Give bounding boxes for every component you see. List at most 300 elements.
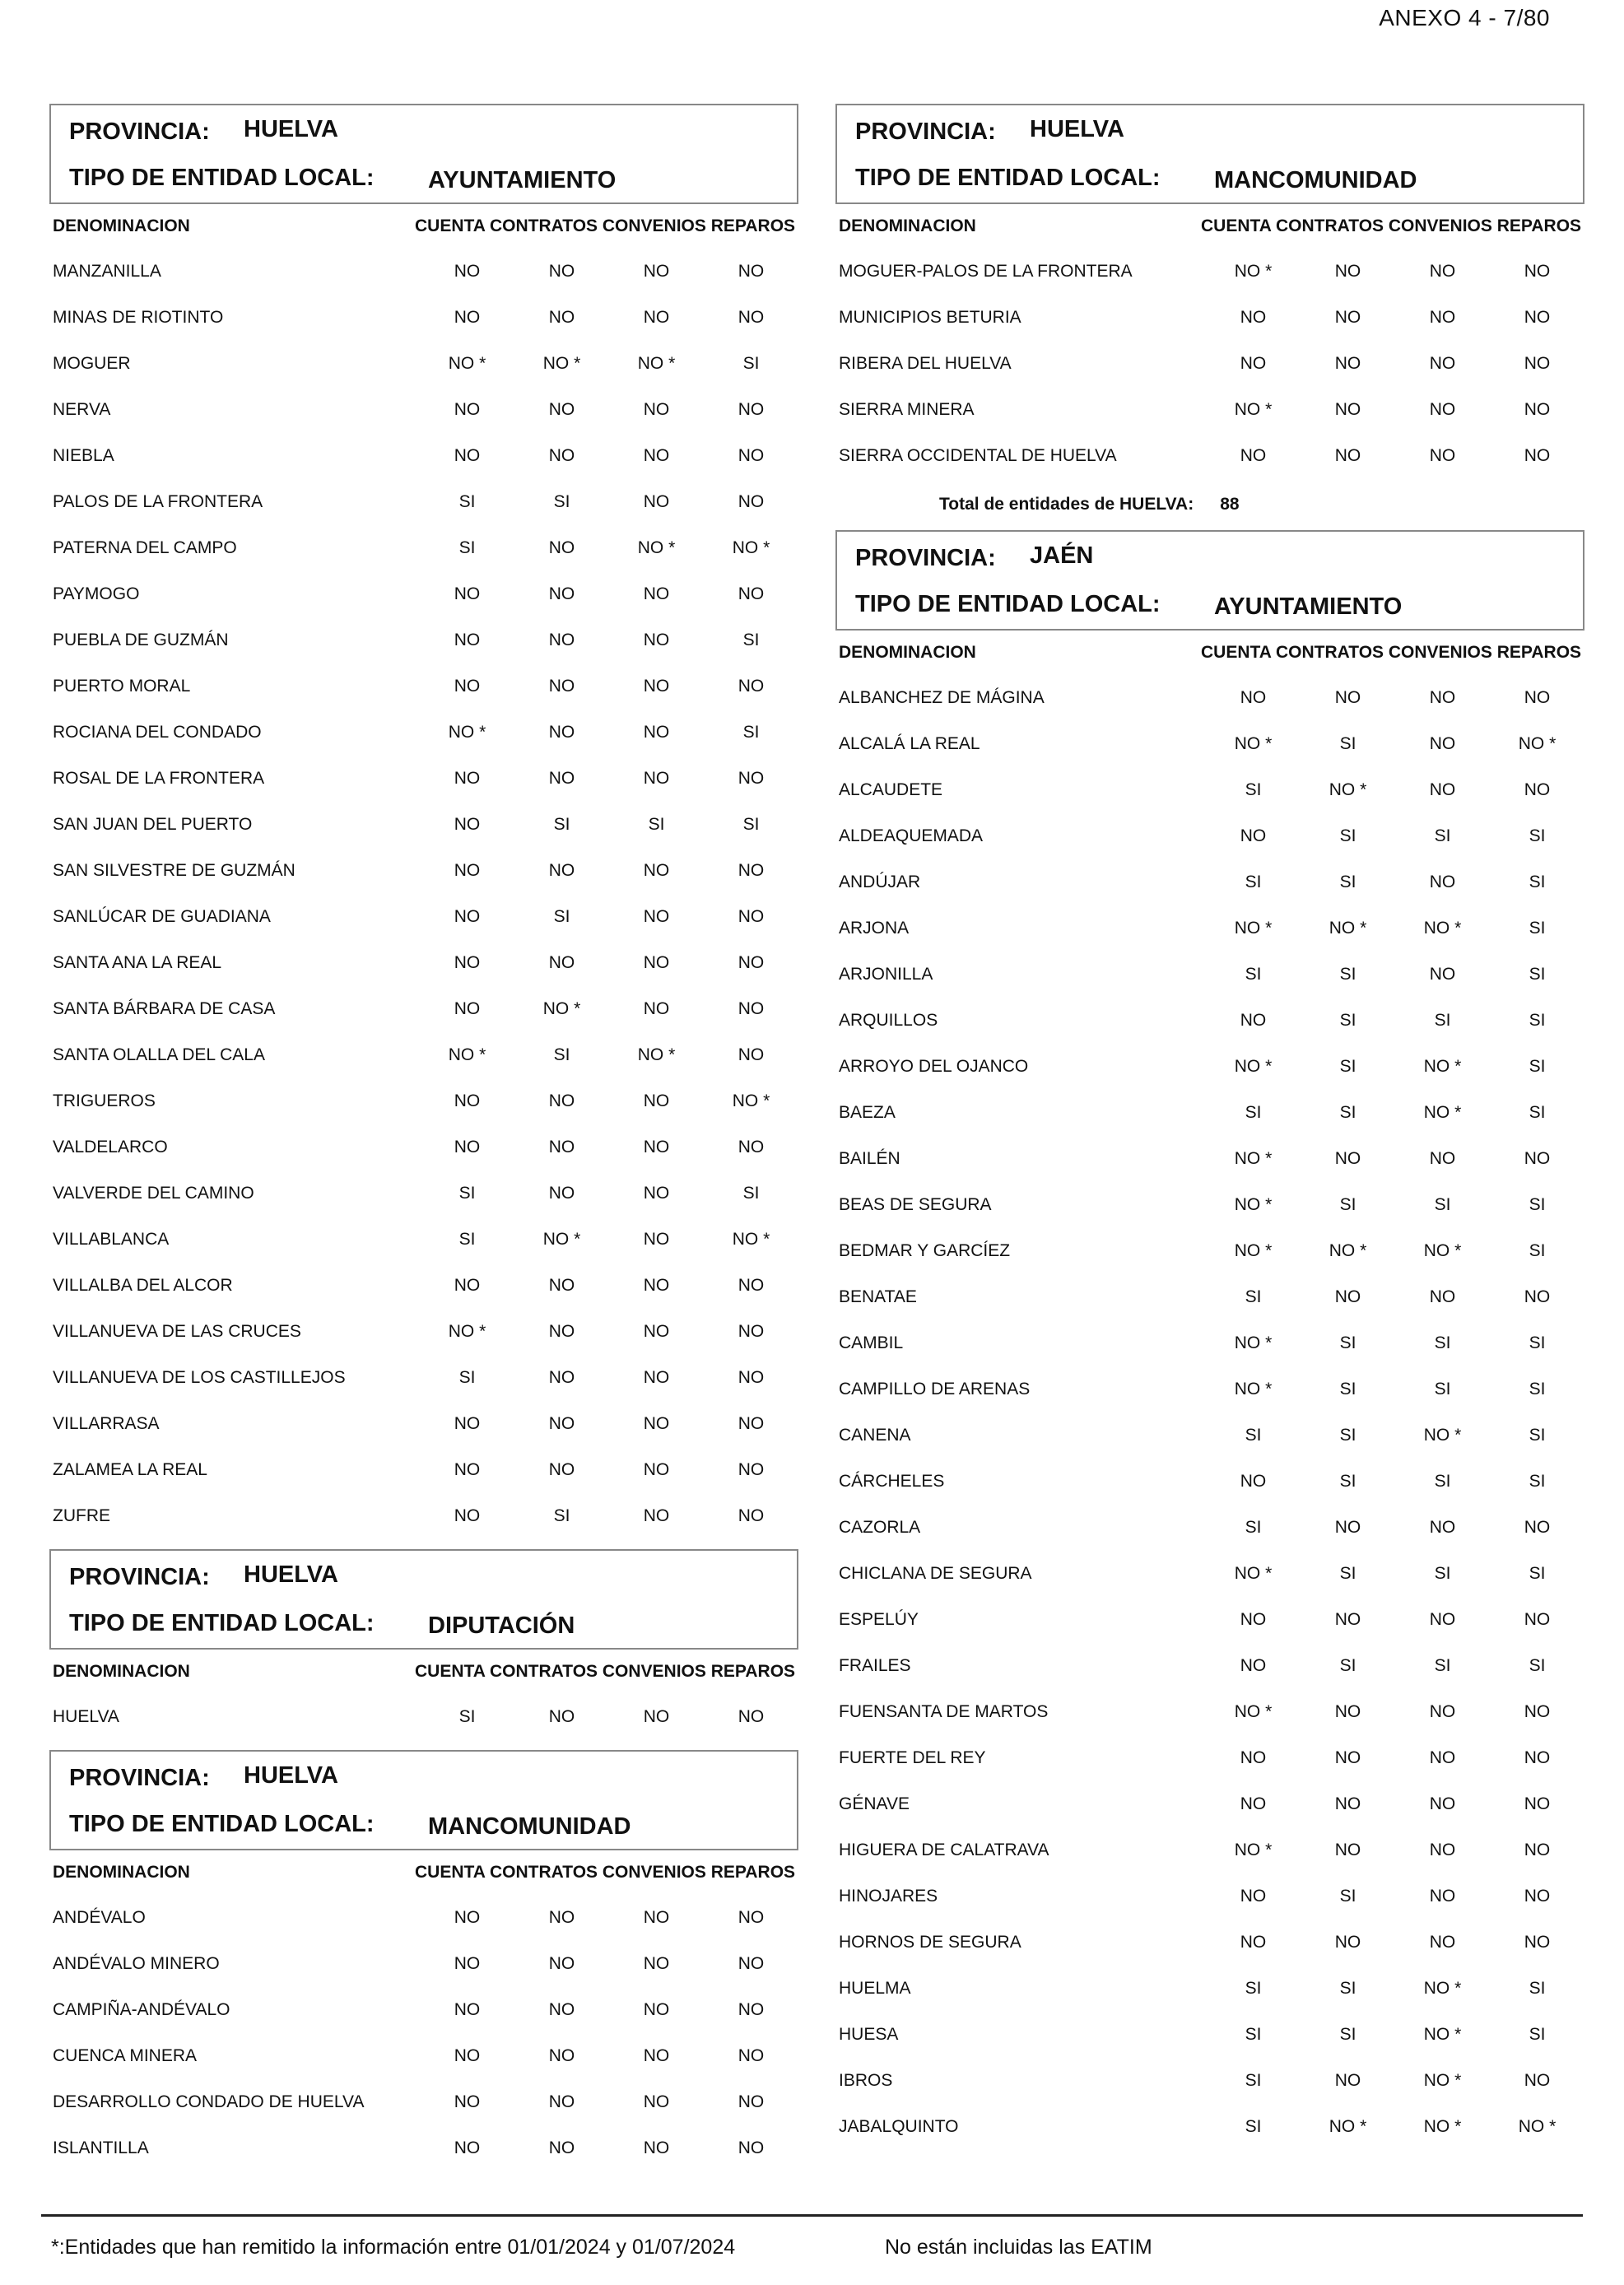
convenios-value: SI	[1434, 826, 1451, 845]
reparos-value: NO	[1524, 1149, 1551, 1168]
cuenta-value: NO *	[1234, 1057, 1273, 1076]
convenios-value: SI	[1434, 1333, 1451, 1352]
table-row	[835, 952, 1584, 998]
tipo-label: TIPO DE ENTIDAD LOCAL:	[855, 165, 1161, 191]
reparos-value: NO	[738, 308, 765, 327]
tipo-label: TIPO DE ENTIDAD LOCAL:	[69, 1610, 375, 1636]
entity-name: PATERNA DEL CAMPO	[53, 538, 237, 557]
entity-name: ALDEAQUEMADA	[839, 826, 984, 845]
reparos-value: SI	[1529, 1057, 1546, 1076]
convenios-value: NO	[643, 1322, 670, 1341]
entity-name: RIBERA DEL HUELVA	[839, 354, 1012, 373]
cuenta-value: NO	[454, 953, 481, 972]
provincia-value: HUELVA	[1030, 116, 1124, 142]
convenios-value: NO *	[1423, 919, 1462, 938]
entity-name: ROCIANA DEL CONDADO	[53, 723, 262, 742]
cuenta-value: NO	[1240, 1887, 1267, 1906]
reparos-value: NO	[1524, 2071, 1551, 2090]
entity-name: SANTA BÁRBARA DE CASA	[53, 999, 276, 1018]
contratos-value: SI	[553, 907, 570, 926]
contratos-value: SI	[1339, 1103, 1356, 1122]
tipo-line	[69, 165, 617, 193]
reparos-value: SI	[1529, 1426, 1546, 1445]
cuenta-value: SI	[1245, 1979, 1262, 1998]
cuenta-value: NO *	[1234, 1149, 1273, 1168]
provincia-line	[855, 116, 1124, 146]
entity-name: SANTA OLALLA DEL CALA	[53, 1045, 265, 1064]
convenios-value: NO	[1429, 1518, 1456, 1537]
table-row	[49, 2079, 798, 2125]
status-columns-header: CUENTA CONTRATOS CONVENIOS REPAROS	[1201, 643, 1582, 662]
entity-name: NIEBLA	[53, 446, 114, 465]
entity-name: HIGUERA DE CALATRAVA	[839, 1841, 1049, 1859]
convenios-value: NO	[643, 631, 670, 649]
total-value: 88	[1220, 495, 1240, 514]
reparos-value: NO	[1524, 308, 1551, 327]
reparos-value: NO	[738, 492, 765, 511]
table-row	[835, 1597, 1584, 1643]
cuenta-value: SI	[1245, 780, 1262, 799]
tipo-line	[855, 165, 1417, 193]
convenios-value: NO	[1429, 965, 1456, 984]
entity-header-box	[835, 530, 1584, 631]
reparos-value: SI	[1529, 1380, 1546, 1398]
section-huelva-diputacion	[49, 1549, 798, 1750]
table-row	[835, 249, 1584, 295]
entity-name: BENATAE	[839, 1287, 917, 1306]
convenios-value: NO	[643, 1707, 670, 1726]
contratos-value: NO	[1334, 2071, 1361, 2090]
denominacion-header: DENOMINACION	[53, 1863, 190, 1882]
table-row	[835, 675, 1584, 721]
cuenta-value: NO	[454, 400, 481, 419]
cuenta-value: NO	[454, 2138, 481, 2157]
cuenta-value: NO	[1240, 826, 1267, 845]
entity-name: TRIGUEROS	[53, 1091, 156, 1110]
cuenta-value: NO	[454, 1414, 481, 1433]
convenios-value: NO	[643, 2138, 670, 2157]
convenios-value: SI	[1434, 1564, 1451, 1583]
table-row	[49, 1309, 798, 1355]
cuenta-value: NO	[454, 584, 481, 603]
entity-name: VILLARRASA	[53, 1414, 160, 1433]
convenios-value: NO	[1429, 1887, 1456, 1906]
contratos-value: NO	[548, 1368, 575, 1387]
contratos-value: SI	[553, 492, 570, 511]
cuenta-value: SI	[1245, 1518, 1262, 1537]
entity-name: HUESA	[839, 2025, 899, 2044]
reparos-value: NO	[738, 584, 765, 603]
reparos-value: NO	[738, 677, 765, 696]
table-row	[835, 1689, 1584, 1735]
entity-name: MUNICIPIOS BETURIA	[839, 308, 1021, 327]
column-header-row	[49, 1650, 798, 1694]
contratos-value: NO	[548, 861, 575, 880]
convenios-value: NO	[643, 400, 670, 419]
cuenta-value: SI	[1245, 2117, 1262, 2136]
footer-note-eatim: No están incluidas las EATIM	[885, 2236, 1152, 2259]
contratos-value: NO	[548, 1276, 575, 1295]
reparos-value: NO	[1524, 1841, 1551, 1859]
entity-name: ZUFRE	[53, 1506, 110, 1525]
reparos-value: NO *	[1518, 2117, 1557, 2136]
reparos-value: SI	[1529, 1656, 1546, 1675]
cuenta-value: NO	[1240, 1472, 1267, 1491]
entity-name: HORNOS DE SEGURA	[839, 1933, 1021, 1952]
provincia-label: PROVINCIA:	[855, 119, 996, 145]
entity-name: MINAS DE RIOTINTO	[53, 308, 224, 327]
table-row	[49, 1124, 798, 1170]
entity-name: ANDÚJAR	[839, 873, 921, 891]
convenios-value: NO	[643, 907, 670, 926]
contratos-value: NO	[548, 538, 575, 557]
entity-name: NERVA	[53, 400, 111, 419]
convenios-value: NO *	[1423, 2071, 1462, 2090]
convenios-value: NO	[1429, 1748, 1456, 1767]
column-header-row	[835, 631, 1584, 675]
contratos-value: NO	[548, 1322, 575, 1341]
table-row	[49, 1447, 798, 1493]
convenios-value: NO *	[1423, 1241, 1462, 1260]
contratos-value: NO	[1334, 1518, 1361, 1537]
cuenta-value: SI	[458, 1184, 476, 1203]
contratos-value: SI	[1339, 1472, 1356, 1491]
entity-name: GÉNAVE	[839, 1794, 910, 1813]
cuenta-value: NO *	[448, 354, 486, 373]
cuenta-value: NO	[1240, 1656, 1267, 1675]
cuenta-value: NO	[1240, 446, 1267, 465]
denominacion-header: DENOMINACION	[53, 1662, 190, 1681]
cuenta-value: NO	[454, 1954, 481, 1973]
reparos-value: SI	[1529, 1472, 1546, 1491]
cuenta-value: SI	[1245, 965, 1262, 984]
contratos-value: SI	[553, 1506, 570, 1525]
table-row	[49, 1493, 798, 1539]
entity-header-box	[835, 104, 1584, 204]
reparos-value: NO	[738, 1368, 765, 1387]
table-row	[49, 1217, 798, 1263]
left-column	[49, 104, 798, 2181]
entity-name: DESARROLLO CONDADO DE HUELVA	[53, 2092, 365, 2111]
entity-name: SANTA ANA LA REAL	[53, 953, 222, 972]
status-columns-header: CUENTA CONTRATOS CONVENIOS REPAROS	[415, 216, 796, 235]
table-row	[835, 813, 1584, 859]
table-row	[835, 295, 1584, 341]
convenios-value: NO	[1429, 308, 1456, 327]
convenios-value: NO	[1429, 1933, 1456, 1952]
contratos-value: NO	[1334, 1933, 1361, 1952]
section-huelva-mancomunidad	[49, 1750, 798, 2181]
convenios-value: NO	[643, 492, 670, 511]
convenios-value: NO	[643, 1091, 670, 1110]
entity-name: HUELVA	[53, 1707, 119, 1726]
reparos-value: NO	[738, 1954, 765, 1973]
cuenta-value: NO *	[1234, 262, 1273, 281]
status-columns-header: CUENTA CONTRATOS CONVENIOS REPAROS	[1201, 216, 1582, 235]
table-row	[835, 1090, 1584, 1136]
table-row	[49, 756, 798, 802]
reparos-value: SI	[1529, 1195, 1546, 1214]
entity-name: ZALAMEA LA REAL	[53, 1460, 207, 1479]
cuenta-value: NO	[454, 769, 481, 788]
entity-name: ARROYO DEL OJANCO	[839, 1057, 1029, 1076]
table-row	[49, 525, 798, 571]
entity-name: ARJONILLA	[839, 965, 933, 984]
footer-divider	[41, 2214, 1583, 2217]
tipo-value: AYUNTAMIENTO	[1214, 593, 1403, 620]
table-row	[49, 663, 798, 710]
contratos-value: NO	[1334, 1702, 1361, 1721]
convenios-value: NO	[1429, 1610, 1456, 1629]
entity-name: ALCAUDETE	[839, 780, 943, 799]
cuenta-value: NO *	[1234, 400, 1273, 419]
convenios-value: NO	[643, 861, 670, 880]
convenios-value: NO	[1429, 354, 1456, 373]
table-row	[49, 802, 798, 848]
table-row	[835, 1505, 1584, 1551]
convenios-value: NO	[643, 1230, 670, 1249]
contratos-value: NO *	[1329, 919, 1367, 938]
contratos-value: NO	[1334, 688, 1361, 707]
status-columns-header: CUENTA CONTRATOS CONVENIOS REPAROS	[415, 1662, 796, 1681]
reparos-value: SI	[1529, 2025, 1546, 2044]
reparos-value: NO	[738, 446, 765, 465]
reparos-value: NO *	[732, 1091, 770, 1110]
cuenta-value: NO	[454, 815, 481, 834]
reparos-value: NO	[1524, 780, 1551, 799]
table-row	[49, 1987, 798, 2033]
cuenta-value: NO	[454, 1506, 481, 1525]
contratos-value: NO	[1334, 1149, 1361, 1168]
entity-name: SIERRA MINERA	[839, 400, 975, 419]
cuenta-value: NO	[1240, 1794, 1267, 1813]
reparos-value: NO *	[732, 538, 770, 557]
contratos-value: NO	[548, 2138, 575, 2157]
convenios-value: NO *	[1423, 1426, 1462, 1445]
entity-name: VILLALBA DEL ALCOR	[53, 1276, 233, 1295]
provincia-value: HUELVA	[244, 1762, 338, 1789]
reparos-value: NO	[738, 400, 765, 419]
convenios-value: NO	[643, 1184, 670, 1203]
reparos-value: NO	[738, 1908, 765, 1927]
cuenta-value: SI	[458, 1230, 476, 1249]
contratos-value: SI	[553, 1045, 570, 1064]
cuenta-value: SI	[1245, 1287, 1262, 1306]
entity-name: MOGUER-PALOS DE LA FRONTERA	[839, 262, 1133, 281]
contratos-value: NO	[1334, 446, 1361, 465]
entity-name: ANDÉVALO	[53, 1908, 146, 1927]
convenios-value: NO	[643, 2046, 670, 2065]
cuenta-value: NO *	[1234, 1333, 1273, 1352]
cuenta-value: NO	[1240, 688, 1267, 707]
reparos-value: NO	[1524, 262, 1551, 281]
contratos-value: SI	[1339, 965, 1356, 984]
section-gap	[49, 1740, 798, 1750]
cuenta-value: NO	[1240, 354, 1267, 373]
contratos-value: SI	[1339, 734, 1356, 753]
convenios-value: SI	[1434, 1380, 1451, 1398]
entity-name: VALVERDE DEL CAMINO	[53, 1184, 254, 1203]
contratos-value: SI	[1339, 1333, 1356, 1352]
cuenta-value: SI	[1245, 2025, 1262, 2044]
entity-name: JABALQUINTO	[839, 2117, 959, 2136]
table-row	[49, 848, 798, 894]
convenios-value: NO	[643, 1138, 670, 1156]
cuenta-value: NO *	[448, 1045, 486, 1064]
convenios-value: SI	[1434, 1656, 1451, 1675]
entity-name: CÁRCHELES	[839, 1472, 945, 1491]
total-label: Total de entidades de HUELVA:	[939, 495, 1194, 514]
table-row	[835, 1182, 1584, 1228]
convenios-value: NO	[643, 584, 670, 603]
cuenta-value: NO	[454, 1908, 481, 1927]
contratos-value: NO	[1334, 1748, 1361, 1767]
entity-name: PAYMOGO	[53, 584, 140, 603]
convenios-value: NO	[643, 1414, 670, 1433]
convenios-value: NO	[1429, 1149, 1456, 1168]
reparos-value: NO	[738, 1322, 765, 1341]
reparos-value: SI	[1529, 1564, 1546, 1583]
entity-name: VILLANUEVA DE LOS CASTILLEJOS	[53, 1368, 346, 1387]
reparos-value: SI	[1529, 1011, 1546, 1030]
convenios-value: NO	[643, 308, 670, 327]
convenios-value: NO	[643, 446, 670, 465]
cuenta-value: NO	[454, 446, 481, 465]
contratos-value: NO	[1334, 308, 1361, 327]
province-total	[835, 479, 1584, 530]
table-row	[835, 1827, 1584, 1873]
contratos-value: NO *	[542, 354, 581, 373]
contratos-value: NO	[548, 1184, 575, 1203]
convenios-value: NO	[1429, 1287, 1456, 1306]
table-row	[49, 986, 798, 1032]
contratos-value: SI	[1339, 873, 1356, 891]
table-row	[49, 1032, 798, 1078]
contratos-value: NO *	[1329, 1241, 1367, 1260]
cuenta-value: NO	[454, 999, 481, 1018]
section-gap	[49, 1539, 798, 1549]
convenios-value: SI	[1434, 1472, 1451, 1491]
entity-name: CANENA	[839, 1426, 911, 1445]
cuenta-value: NO	[454, 1276, 481, 1295]
cuenta-value: NO	[454, 631, 481, 649]
cuenta-value: NO	[454, 2092, 481, 2111]
reparos-value: NO	[738, 1276, 765, 1295]
tipo-line	[855, 591, 1403, 620]
reparos-value: NO	[738, 1506, 765, 1525]
reparos-value: NO	[738, 2046, 765, 2065]
tipo-label: TIPO DE ENTIDAD LOCAL:	[69, 165, 375, 191]
entity-name: ROSAL DE LA FRONTERA	[53, 769, 265, 788]
table-row	[835, 1320, 1584, 1366]
entity-name: HUELMA	[839, 1979, 911, 1998]
entity-header-box	[49, 1750, 798, 1850]
convenios-value: NO	[1429, 780, 1456, 799]
cuenta-value: NO	[1240, 1610, 1267, 1629]
table-row	[835, 1412, 1584, 1459]
convenios-value: NO	[1429, 1702, 1456, 1721]
entity-name: BEAS DE SEGURA	[839, 1195, 992, 1214]
contratos-value: NO *	[1329, 2117, 1367, 2136]
convenios-value: NO	[643, 1908, 670, 1927]
entity-name: VALDELARCO	[53, 1138, 168, 1156]
convenios-value: NO	[1429, 400, 1456, 419]
entity-name: ARQUILLOS	[839, 1011, 938, 1030]
entity-name: PUEBLA DE GUZMÁN	[53, 631, 229, 649]
contratos-value: NO	[548, 400, 575, 419]
contratos-value: NO	[1334, 1287, 1361, 1306]
reparos-value: NO	[1524, 1748, 1551, 1767]
table-row	[835, 2058, 1584, 2104]
section-jaen-ayuntamiento	[835, 530, 1584, 2160]
table-row	[835, 341, 1584, 387]
contratos-value: NO	[548, 631, 575, 649]
reparos-value: SI	[742, 354, 760, 373]
contratos-value: NO	[548, 677, 575, 696]
contratos-value: SI	[553, 815, 570, 834]
table-row	[49, 571, 798, 617]
table-row	[835, 1551, 1584, 1597]
reparos-value: NO	[738, 262, 765, 281]
reparos-value: SI	[1529, 1333, 1546, 1352]
column-header-row	[835, 204, 1584, 249]
reparos-value: NO	[1524, 1518, 1551, 1537]
entity-name: PUERTO MORAL	[53, 677, 191, 696]
convenios-value: NO *	[637, 1045, 676, 1064]
reparos-value: NO	[738, 2138, 765, 2157]
entity-name: CHICLANA DE SEGURA	[839, 1564, 1032, 1583]
entity-name: PALOS DE LA FRONTERA	[53, 492, 263, 511]
entity-name: ARJONA	[839, 919, 910, 938]
provincia-label: PROVINCIA:	[855, 545, 996, 571]
entity-name: HINOJARES	[839, 1887, 938, 1906]
contratos-value: NO	[548, 446, 575, 465]
table-row	[49, 2033, 798, 2079]
table-row	[49, 1895, 798, 1941]
reparos-value: NO	[738, 1045, 765, 1064]
table-row	[49, 940, 798, 986]
cuenta-value: SI	[458, 1368, 476, 1387]
reparos-value: SI	[742, 1184, 760, 1203]
cuenta-value: SI	[1245, 1426, 1262, 1445]
cuenta-value: NO	[1240, 1748, 1267, 1767]
contratos-value: NO	[548, 953, 575, 972]
convenios-value: SI	[648, 815, 665, 834]
cuenta-value: NO	[454, 308, 481, 327]
contratos-value: NO *	[1329, 780, 1367, 799]
cuenta-value: NO *	[1234, 919, 1273, 938]
entity-name: ANDÉVALO MINERO	[53, 1954, 220, 1973]
convenios-value: NO	[643, 2000, 670, 2019]
convenios-value: NO	[643, 953, 670, 972]
cuenta-value: SI	[1245, 2071, 1262, 2090]
provincia-line	[69, 116, 338, 146]
contratos-value: NO	[548, 1707, 575, 1726]
column-header-row	[49, 1850, 798, 1895]
convenios-value: SI	[1434, 1195, 1451, 1214]
cuenta-value: NO	[454, 1460, 481, 1479]
reparos-value: NO	[738, 907, 765, 926]
convenios-value: NO *	[1423, 1103, 1462, 1122]
cuenta-value: NO	[1240, 1933, 1267, 1952]
reparos-value: SI	[1529, 1103, 1546, 1122]
entity-header-box	[49, 1549, 798, 1650]
reparos-value: NO	[738, 1414, 765, 1433]
convenios-value: NO *	[637, 538, 676, 557]
convenios-value: NO	[1429, 446, 1456, 465]
cuenta-value: NO	[1240, 1011, 1267, 1030]
provincia-value: JAÉN	[1030, 542, 1094, 569]
